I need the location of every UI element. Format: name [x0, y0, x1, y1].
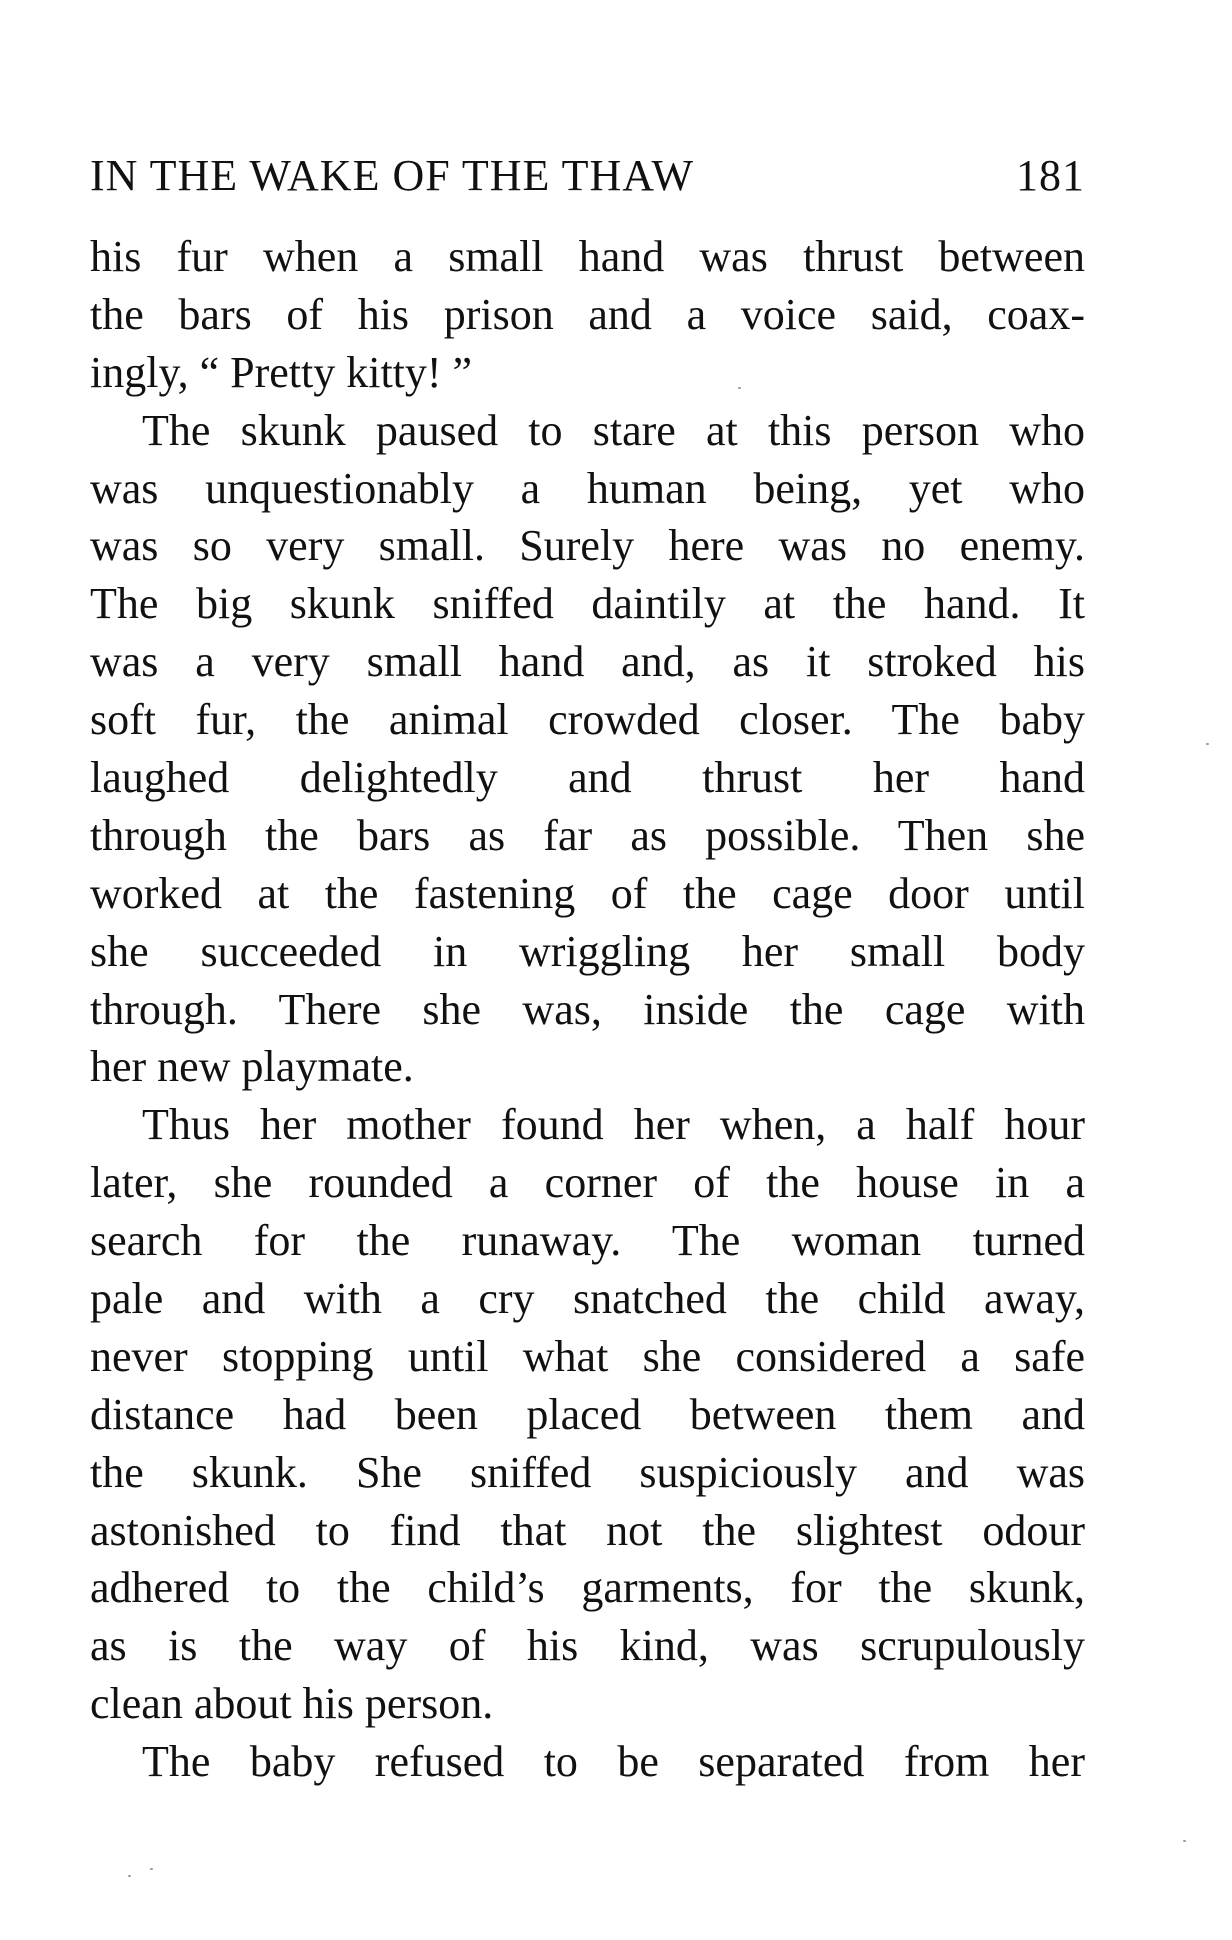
scan-speck — [150, 1868, 153, 1870]
scan-speck — [738, 387, 741, 389]
scan-speck — [128, 1875, 131, 1877]
text-line: Thus her mother found her when, a half hour — [142, 1100, 1085, 1150]
text-line: astonished to find that not the slightest odour — [90, 1505, 1085, 1555]
text-line: the skunk. She sniffed suspiciously and was — [90, 1447, 1085, 1497]
text-line: through the bars as far as possible. Then she — [90, 810, 1085, 860]
text-line: through. There she was, inside the cage with — [90, 984, 1085, 1034]
text-line: the bars of his prison and a voice said, coax- — [90, 289, 1085, 339]
text-line: never stopping until what she considered a safe — [90, 1331, 1085, 1381]
text-line: distance had been placed between them and — [90, 1389, 1085, 1439]
text-line: her new playmate. — [90, 1042, 414, 1092]
text-line: was so very small. Surely here was no enemy. — [90, 521, 1085, 571]
text-line: she succeeded in wriggling her small body — [90, 926, 1085, 976]
text-line: The skunk paused to stare at this person who — [142, 405, 1085, 455]
text-line: search for the runaway. The woman turned — [90, 1216, 1085, 1266]
page-number: 181 — [1016, 151, 1085, 200]
running-title: IN THE WAKE OF THE THAW — [90, 151, 695, 200]
text-line: soft fur, the animal crowded closer. The baby — [90, 695, 1085, 745]
text-line: his fur when a small hand was thrust between — [90, 232, 1085, 281]
text-line: clean about his person. — [90, 1679, 494, 1729]
text-line: laughed delightedly and thrust her hand — [90, 753, 1085, 803]
text-line: later, she rounded a corner of the house in a — [90, 1158, 1085, 1208]
text-line: was unquestionably a human being, yet who — [90, 463, 1085, 513]
text-line: pale and with a cry snatched the child away, — [90, 1274, 1085, 1324]
scan-speck — [1183, 1840, 1186, 1842]
text-line: The big skunk sniffed daintily at the hand. It — [90, 579, 1085, 629]
scan-speck — [1206, 743, 1209, 745]
text-line: ingly, “ Pretty kitty! ” — [90, 347, 473, 397]
page-body — [90, 228, 1085, 1791]
text-line: adhered to the child’s garments, for the skunk, — [90, 1563, 1085, 1613]
running-header — [90, 146, 1085, 206]
text-line: as is the way of his kind, was scrupulously — [90, 1621, 1085, 1671]
text-line: The baby refused to be separated from her — [142, 1737, 1085, 1787]
text-line: was a very small hand and, as it stroked his — [90, 637, 1085, 687]
text-line: worked at the fastening of the cage door until — [90, 868, 1085, 918]
